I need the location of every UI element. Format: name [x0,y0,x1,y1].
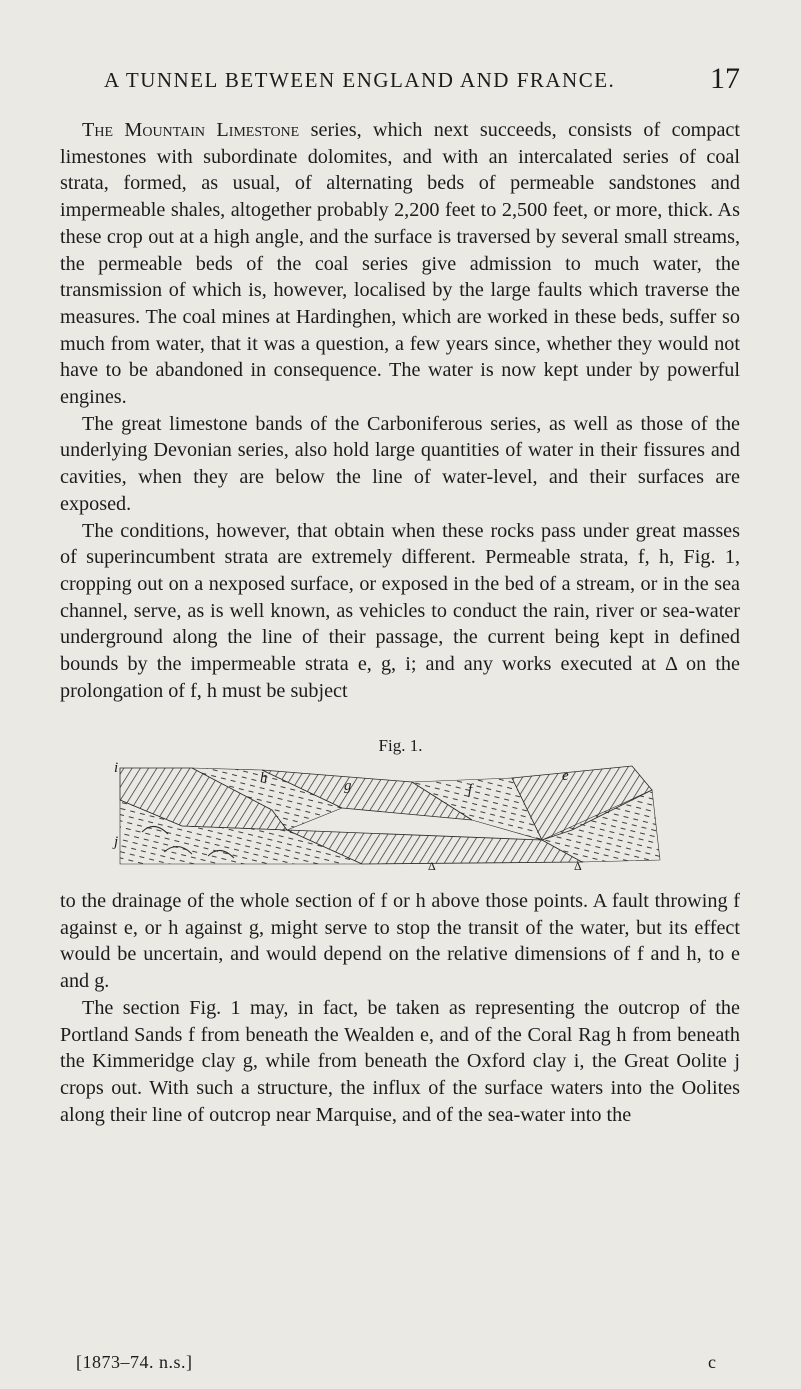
paragraph-drainage: to the drainage of the whole section of f or h above those points. A fault throwing f against e, or h against g, might serve to stop the transit of the water, but its effect would be uncertain, and would depend on the relative dimensions of f and h, to e and g. [60,890,740,993]
running-title: A TUNNEL BETWEEN ENGLAND AND FRANCE. [104,68,616,92]
label-j: j [114,834,119,850]
page-header [60,62,740,106]
paragraph-conditions: The conditions, however, that obtain when these rocks pass under great masses of superincumbent strata are extremely different. Permeable strata, f, h, Fig. 1, cropping out on a nexposed surface, or exposed in the bed of a stream, or in the sea channel, serve, as is well known, as vehicles to conduct the rain, river or sea-water underground along the line of their passage, the current being kept in defined bounds by the impermeable strata e, g, i; and any works executed at Δ on the prolongation of f, h must be subject [60,519,740,702]
body-text-upper [60,117,740,704]
label-h: h [260,770,268,786]
volume-note: [1873–74. n.s.] [76,1352,193,1372]
label-g: g [344,778,352,794]
label-delta-1: Δ [428,859,436,872]
label-e: e [562,768,569,784]
label-f: f [468,782,473,798]
section-lead: The Mountain Limestone [82,119,300,141]
paragraph-mountain-limestone [60,117,740,411]
paragraph-1-text: series, which next succeeds, consists of compact limestones with subordinate dolomites, and with an intercalated series of coal strata, formed, as usual, of alternating beds of permeable sandstones and impermeable shales, altogether probably 2,200 feet to 2,500 feet, or more, thick. As these crop out at a high angle, and the surface is traversed by several small streams, the permeable beds of the coal series give admission to much water, the transmission of which is, however, localised by the large faults which traverse the measures. The coal mines at Hardinghen, which are worked in these beds, suffer so much from water, that it was a question, a few years since, whether they would not have to be abandoned in consequence. The water is now kept under by powerful engines. [60,119,740,409]
figure-caption: Fig. 1. [378,736,423,755]
label-i: i [114,760,119,776]
label-delta-2: Δ [574,859,582,872]
paragraph-great-limestone: The great limestone bands of the Carboniferous series, as well as those of the underlying Devonian series, also hold large quantities of water in their fissures and cavities, when they are below the line of water-level, and their surfaces are exposed. [60,412,740,515]
body-text-lower [60,888,740,1128]
geological-section-figure [112,760,672,872]
page-number: 17 [710,62,740,95]
signature-mark: c [708,1352,716,1372]
paragraph-section-fig: The section Fig. 1 may, in fact, be taken as representing the outcrop of the Portland Sands f from beneath the Wealden e, and of the Coral Rag h from beneath the Kimmeridge clay g, while from beneath the Oxford clay i, the Great Oolite j crops out. With such a structure, the influx of the surface waters into the Oolites along their line of outcrop near Marquise, and of the sea-water into the [60,996,740,1126]
page-footer [76,1352,716,1376]
